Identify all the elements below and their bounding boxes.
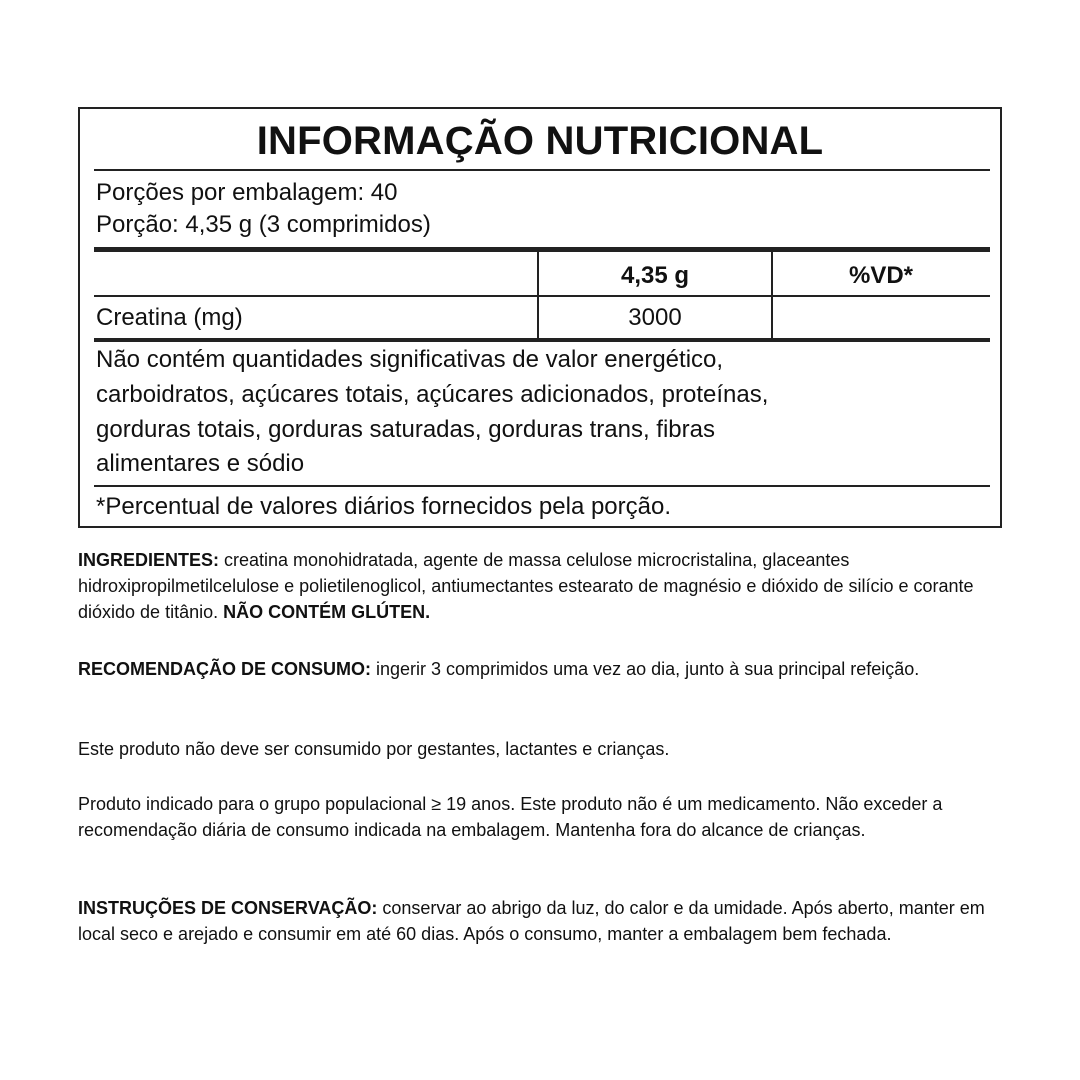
column-separator	[537, 252, 539, 339]
divider-thin	[94, 295, 990, 297]
recommendation-text: ingerir 3 comprimidos uma vez ao dia, junto à sua principal refeição.	[371, 659, 920, 679]
not-significant-line: gorduras totais, gorduras saturadas, gorduras trans, fibras	[96, 416, 715, 443]
warning-paragraph: Este produto não deve ser consumido por gestantes, lactantes e crianças.	[78, 739, 670, 759]
storage-heading: INSTRUÇÕES DE CONSERVAÇÃO:	[78, 898, 378, 918]
column-separator	[771, 252, 773, 339]
divider-medium	[94, 338, 990, 342]
nutrition-facts-table	[78, 107, 1002, 528]
nutrient-name: Creatina (mg)	[96, 304, 243, 331]
nutrition-title: INFORMAÇÃO NUTRICIONAL	[256, 119, 824, 163]
divider-thin	[94, 169, 990, 171]
ingredients-heading: INGREDIENTES:	[78, 550, 220, 570]
not-significant-line: Não contém quantidades significativas de valor energético,	[96, 346, 724, 373]
servings-per-package: Porções por embalagem: 40	[96, 179, 398, 206]
divider-thick	[94, 247, 990, 252]
gluten-statement: NÃO CONTÉM GLÚTEN.	[223, 602, 431, 622]
not-significant-line: alimentares e sódio	[96, 450, 305, 477]
column-header-amount: 4,35 g	[620, 262, 690, 289]
recommendation-heading: RECOMENDAÇÃO DE CONSUMO:	[78, 659, 372, 679]
footnote: *Percentual de valores diários fornecidos pela porção.	[96, 493, 672, 520]
divider-thin	[94, 485, 990, 487]
ingredients-text: creatina monohidratada, agente de massa celulose microcristalina, glaceantes hidroxipropilmetilcelulose e polietilenoglicol, antiumectantes estearato de magnésio e dióxido de silício e corante dióxido de titânio.	[78, 550, 974, 622]
nutrient-amount: 3000	[628, 304, 682, 331]
recommendation-paragraph	[78, 656, 1008, 682]
serving-size: Porção: 4,35 g (3 comprimidos)	[96, 211, 431, 238]
not-significant-line: carboidratos, açúcares totais, açúcares adicionados, proteínas,	[96, 381, 769, 408]
storage-paragraph	[78, 895, 1008, 947]
ingredients-paragraph	[78, 547, 1008, 625]
population-paragraph: Produto indicado para o grupo populacional ≥ 19 anos. Este produto não é um medicamento. Não exceder a recomendação diária de consumo indicada na embalagem. Mantenha fora do alcance de crianças.	[78, 794, 943, 840]
storage-text: conservar ao abrigo da luz, do calor e da umidade. Após aberto, manter em local seco e arejado e consumir em até 60 dias. Após o consumo, manter a embalagem bem fechada.	[78, 898, 985, 944]
column-header-dv: %VD*	[848, 262, 914, 289]
